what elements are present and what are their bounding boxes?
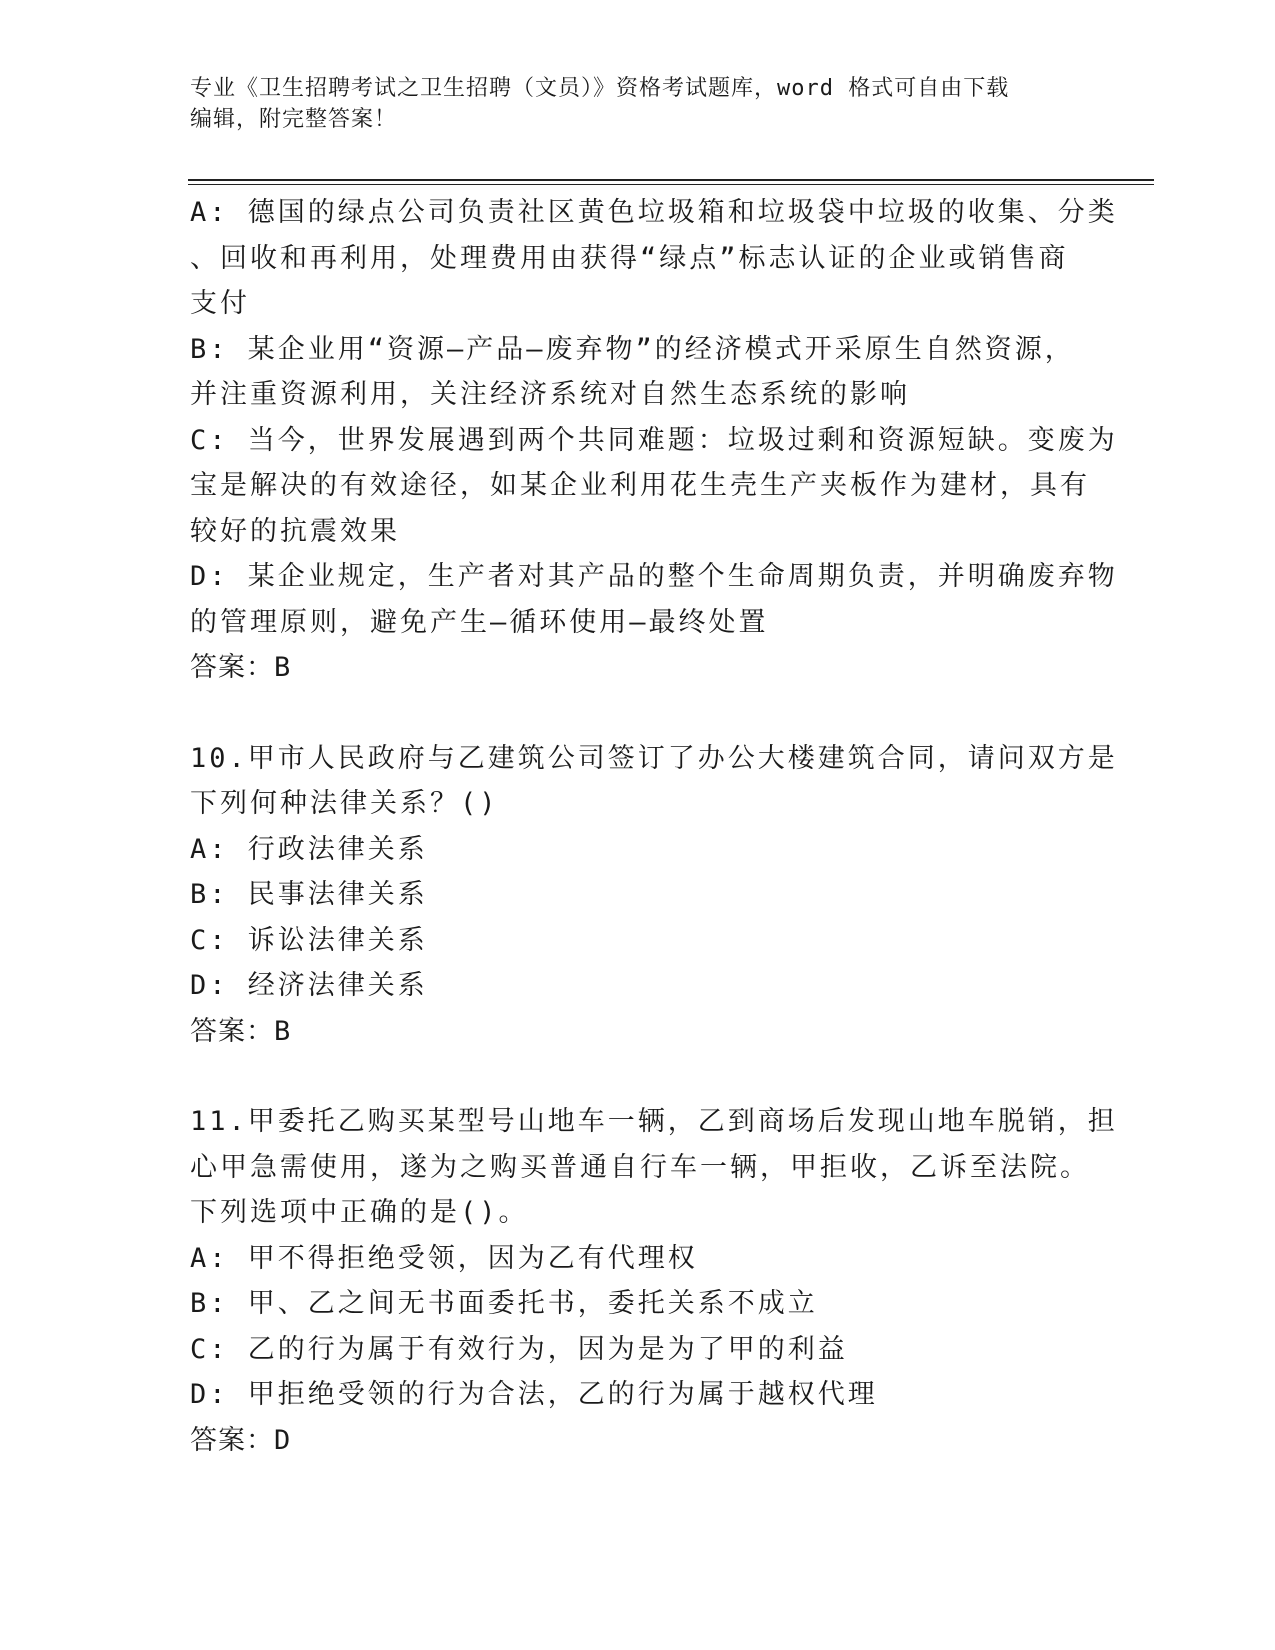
- q11-stem-line-1: 11.甲委托乙购买某型号山地车一辆，乙到商场后发现山地车脱销，担: [190, 1106, 1118, 1137]
- q10-option-d: D: 经济法律关系: [190, 970, 428, 1001]
- q11-answer-value: D: [274, 1424, 292, 1456]
- q10-option-b: B: 民事法律关系: [190, 879, 428, 910]
- q9-answer-label: 答案：: [190, 652, 274, 683]
- header-divider-thick: [188, 179, 1154, 181]
- q9-option-a: [190, 190, 1118, 327]
- q11-option-d: D: 甲拒绝受领的行为合法，乙的行为属于越权代理: [190, 1379, 878, 1410]
- q9-option-c-line-2: 宝是解决的有效途径，如某企业利用花生壳生产夹板作为建材，具有: [190, 470, 1090, 501]
- q10-stem-line-1: 10.甲市人民政府与乙建筑公司签订了办公大楼建筑合同，请问双方是: [190, 742, 1118, 774]
- q9-option-c-line-3: 较好的抗震效果: [190, 515, 400, 547]
- question-9: [190, 190, 1118, 691]
- q11-stem-line-2: 心甲急需使用，遂为之购买普通自行车一辆，甲拒收，乙诉至法院。: [190, 1151, 1090, 1183]
- q9-option-a-line-2: 、回收和再利用，处理费用由获得“绿点”标志认证的企业或销售商: [190, 242, 1069, 274]
- q11-stem-line-3: 下列选项中正确的是()。: [190, 1197, 529, 1228]
- q9-answer: [190, 645, 1090, 691]
- q9-answer-value: B: [274, 652, 292, 683]
- document-body: [190, 190, 1118, 1463]
- q10-option-c: C: 诉讼法律关系: [190, 924, 428, 956]
- q11-option-c: C: 乙的行为属于有效行为，因为是为了甲的利益: [190, 1333, 848, 1365]
- q10-answer: [190, 1009, 1090, 1055]
- q11-option-b: B: 甲、乙之间无书面委托书，委托关系不成立: [190, 1288, 818, 1319]
- header-line-1: 专业《卫生招聘考试之卫生招聘（文员）》资格考试题库，word 格式可自由下载: [190, 76, 1010, 101]
- q10-option-a: A: 行政法律关系: [190, 833, 428, 865]
- q10-answer-value: B: [274, 1015, 292, 1047]
- q9-option-d: [190, 554, 1118, 645]
- header-line-2: 编辑，附完整答案！: [190, 107, 398, 132]
- q9-option-a-line-3: 支付: [190, 288, 250, 319]
- q9-option-b-line-2: 并注重资源利用，关注经济系统对自然生态系统的影响: [190, 379, 910, 410]
- q9-option-a-line-1: A: 德国的绿点公司负责社区黄色垃圾箱和垃圾袋中垃圾的收集、分类: [190, 197, 1118, 228]
- q10-answer-label: 答案：: [190, 1015, 274, 1047]
- document-header: [190, 73, 1090, 135]
- q11-option-a: A: 甲不得拒绝受领，因为乙有代理权: [190, 1242, 698, 1274]
- q9-option-c: [190, 418, 1118, 555]
- q11-answer-label: 答案：: [190, 1424, 274, 1456]
- q9-option-d-line-1: D: 某企业规定，生产者对其产品的整个生命周期负责，并明确废弃物: [190, 561, 1118, 592]
- q10-stem-line-2: 下列何种法律关系？(): [190, 788, 499, 819]
- q9-option-b: [190, 327, 1090, 418]
- q9-option-d-line-2: 的管理原则，避免产生—循环使用—最终处置: [190, 606, 769, 638]
- question-11: [190, 1099, 1118, 1463]
- q9-option-b-line-1: B: 某企业用“资源—产品—废弃物”的经济模式开采原生自然资源，: [190, 333, 1075, 365]
- q11-answer: [190, 1418, 1090, 1464]
- header-divider-thin: [188, 184, 1154, 185]
- question-10: [190, 736, 1118, 1055]
- q9-option-c-line-1: C: 当今，世界发展遇到两个共同难题：垃圾过剩和资源短缺。变废为: [190, 424, 1118, 456]
